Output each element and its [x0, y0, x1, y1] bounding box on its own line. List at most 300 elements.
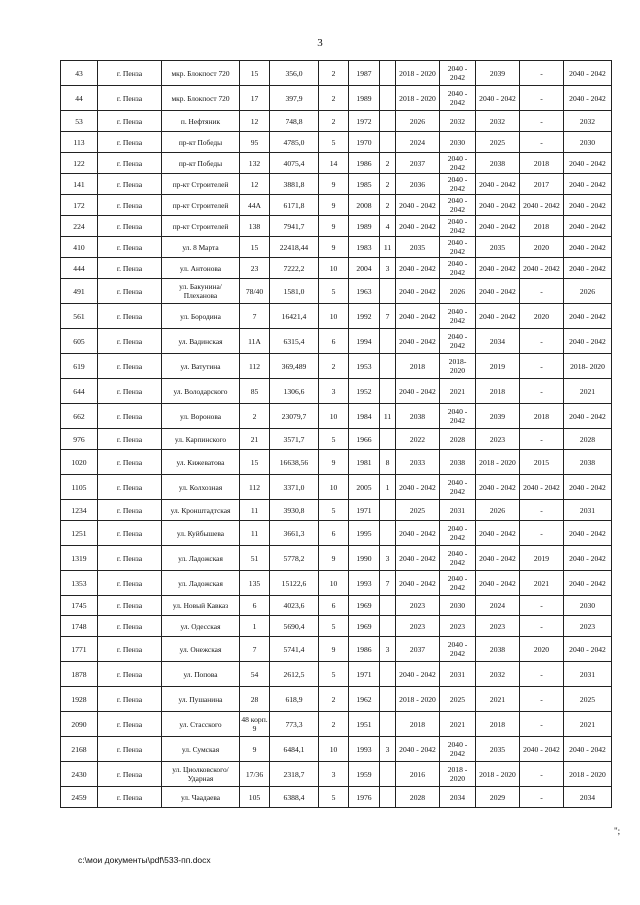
cell-y5: 2040 - 2042	[564, 86, 612, 111]
cell-y5: 2026	[564, 279, 612, 304]
cell-num: 444	[61, 258, 98, 279]
cell-y2: 2040 - 2042	[440, 475, 476, 500]
cell-n	[380, 61, 396, 86]
cell-y2: 2031	[440, 500, 476, 521]
cell-city: г. Пенза	[98, 304, 162, 329]
cell-area: 4023,6	[270, 596, 319, 616]
cell-y5: 2040 - 2042	[564, 521, 612, 546]
table-row	[61, 546, 612, 571]
table-row	[61, 571, 612, 596]
cell-y3: 2019	[476, 354, 520, 379]
cell-y4: 2018	[520, 404, 564, 429]
cell-house: 28	[240, 687, 270, 712]
cell-y5: 2040 - 2042	[564, 571, 612, 596]
cell-y4: 2020	[520, 637, 564, 662]
cell-num: 113	[61, 132, 98, 153]
cell-y1: 2023	[396, 596, 440, 616]
cell-floors: 6	[319, 329, 349, 354]
housing-table	[60, 60, 612, 808]
cell-floors: 10	[319, 571, 349, 596]
cell-floors: 5	[319, 787, 349, 808]
cell-num: 2459	[61, 787, 98, 808]
cell-n: 8	[380, 450, 396, 475]
cell-floors: 9	[319, 195, 349, 216]
cell-y2: 2030	[440, 596, 476, 616]
cell-house: 15	[240, 237, 270, 258]
cell-y4: -	[520, 687, 564, 712]
cell-city: г. Пенза	[98, 153, 162, 174]
cell-y3: 2040 - 2042	[476, 86, 520, 111]
cell-y5: 2023	[564, 616, 612, 637]
cell-y4: 2020	[520, 304, 564, 329]
cell-n: 2	[380, 153, 396, 174]
cell-y1: 2018	[396, 354, 440, 379]
cell-year: 1969	[349, 616, 380, 637]
cell-house: 112	[240, 354, 270, 379]
cell-street: ул. Карпинского	[162, 429, 240, 450]
cell-city: г. Пенза	[98, 571, 162, 596]
cell-area: 7222,2	[270, 258, 319, 279]
cell-area: 1306,6	[270, 379, 319, 404]
cell-y4: 2021	[520, 571, 564, 596]
cell-y5: 2030	[564, 132, 612, 153]
cell-n	[380, 762, 396, 787]
cell-n	[380, 279, 396, 304]
cell-floors: 5	[319, 279, 349, 304]
cell-y3: 2040 - 2042	[476, 279, 520, 304]
table-row	[61, 174, 612, 195]
cell-y4: 2015	[520, 450, 564, 475]
cell-num: 561	[61, 304, 98, 329]
cell-y2: 2040 - 2042	[440, 174, 476, 195]
cell-year: 1989	[349, 86, 380, 111]
cell-n: 3	[380, 546, 396, 571]
cell-year: 1985	[349, 174, 380, 195]
cell-y2: 2040 - 2042	[440, 61, 476, 86]
cell-house: 54	[240, 662, 270, 687]
cell-num: 2090	[61, 712, 98, 737]
cell-y1: 2040 - 2042	[396, 546, 440, 571]
cell-city: г. Пенза	[98, 500, 162, 521]
cell-n: 7	[380, 304, 396, 329]
cell-y4: 2020	[520, 237, 564, 258]
cell-num: 1251	[61, 521, 98, 546]
cell-city: г. Пенза	[98, 237, 162, 258]
cell-house: 112	[240, 475, 270, 500]
cell-n	[380, 379, 396, 404]
cell-year: 1989	[349, 216, 380, 237]
cell-y2: 2040 - 2042	[440, 329, 476, 354]
cell-y3: 2025	[476, 132, 520, 153]
cell-floors: 9	[319, 546, 349, 571]
cell-floors: 5	[319, 132, 349, 153]
cell-year: 1953	[349, 354, 380, 379]
cell-city: г. Пенза	[98, 450, 162, 475]
cell-y4: 2019	[520, 546, 564, 571]
cell-y5: 2040 - 2042	[564, 637, 612, 662]
cell-year: 1963	[349, 279, 380, 304]
cell-y2: 2031	[440, 662, 476, 687]
cell-n: 3	[380, 737, 396, 762]
cell-y4: -	[520, 379, 564, 404]
cell-floors: 6	[319, 521, 349, 546]
cell-year: 1990	[349, 546, 380, 571]
cell-floors: 14	[319, 153, 349, 174]
cell-y5: 2038	[564, 450, 612, 475]
table-row	[61, 379, 612, 404]
cell-y4: -	[520, 132, 564, 153]
cell-y1: 2040 - 2042	[396, 521, 440, 546]
cell-n	[380, 354, 396, 379]
cell-year: 1986	[349, 637, 380, 662]
cell-year: 1971	[349, 500, 380, 521]
cell-y5: 2040 - 2042	[564, 216, 612, 237]
cell-y2: 2040 - 2042	[440, 521, 476, 546]
cell-city: г. Пенза	[98, 132, 162, 153]
cell-area: 23079,7	[270, 404, 319, 429]
table-row	[61, 279, 612, 304]
cell-street: ул. Антонова	[162, 258, 240, 279]
cell-num: 410	[61, 237, 98, 258]
cell-n	[380, 596, 396, 616]
cell-y1: 2018	[396, 712, 440, 737]
cell-y1: 2025	[396, 500, 440, 521]
cell-area: 15122,6	[270, 571, 319, 596]
cell-street: пр-кт Строителей	[162, 195, 240, 216]
cell-y3: 2040 - 2042	[476, 475, 520, 500]
cell-house: 9	[240, 737, 270, 762]
cell-house: 7	[240, 304, 270, 329]
cell-floors: 5	[319, 429, 349, 450]
cell-street: ул. Циолковского/ Ударная	[162, 762, 240, 787]
cell-n	[380, 616, 396, 637]
cell-num: 224	[61, 216, 98, 237]
cell-city: г. Пенза	[98, 86, 162, 111]
cell-house: 6	[240, 596, 270, 616]
cell-street: ул. Бородина	[162, 304, 240, 329]
cell-num: 1928	[61, 687, 98, 712]
cell-y2: 2028	[440, 429, 476, 450]
cell-area: 6315,4	[270, 329, 319, 354]
cell-street: ул. Стасского	[162, 712, 240, 737]
table-row	[61, 762, 612, 787]
cell-street: ул. Вадинская	[162, 329, 240, 354]
cell-y2: 2040 - 2042	[440, 237, 476, 258]
cell-street: пр-кт Строителей	[162, 174, 240, 195]
cell-floors: 2	[319, 61, 349, 86]
cell-num: 2430	[61, 762, 98, 787]
table-row	[61, 500, 612, 521]
cell-y2: 2023	[440, 616, 476, 637]
cell-area: 397,9	[270, 86, 319, 111]
cell-num: 1353	[61, 571, 98, 596]
cell-area: 4075,4	[270, 153, 319, 174]
cell-city: г. Пенза	[98, 596, 162, 616]
table-row	[61, 237, 612, 258]
cell-year: 2008	[349, 195, 380, 216]
cell-street: ул. Кижеватова	[162, 450, 240, 475]
cell-street: ул. Воронова	[162, 404, 240, 429]
cell-city: г. Пенза	[98, 475, 162, 500]
table-row	[61, 86, 612, 111]
cell-city: г. Пенза	[98, 258, 162, 279]
cell-y4: 2040 - 2042	[520, 258, 564, 279]
cell-n	[380, 86, 396, 111]
table-row	[61, 329, 612, 354]
table-body	[61, 61, 612, 808]
cell-y4: -	[520, 429, 564, 450]
cell-y2: 2040 - 2042	[440, 216, 476, 237]
cell-year: 1993	[349, 737, 380, 762]
cell-y3: 2032	[476, 111, 520, 132]
cell-y3: 2023	[476, 616, 520, 637]
cell-floors: 9	[319, 450, 349, 475]
cell-y3: 2035	[476, 237, 520, 258]
table-row	[61, 258, 612, 279]
cell-house: 1	[240, 616, 270, 637]
cell-y4: 2018	[520, 153, 564, 174]
cell-floors: 9	[319, 637, 349, 662]
cell-area: 6484,1	[270, 737, 319, 762]
cell-y5: 2021	[564, 712, 612, 737]
cell-y3: 2018 - 2020	[476, 762, 520, 787]
cell-area: 6388,4	[270, 787, 319, 808]
cell-house: 11А	[240, 329, 270, 354]
cell-y4: 2018	[520, 216, 564, 237]
table-row	[61, 404, 612, 429]
cell-y4: -	[520, 787, 564, 808]
cell-y3: 2032	[476, 662, 520, 687]
cell-floors: 10	[319, 258, 349, 279]
cell-y2: 2018 - 2020	[440, 762, 476, 787]
cell-year: 1969	[349, 596, 380, 616]
cell-floors: 10	[319, 475, 349, 500]
cell-y4: 2040 - 2042	[520, 475, 564, 500]
cell-y4: -	[520, 616, 564, 637]
cell-y4: 2040 - 2042	[520, 195, 564, 216]
cell-street: ул. Ладожская	[162, 546, 240, 571]
cell-y1: 2040 - 2042	[396, 571, 440, 596]
cell-y1: 2038	[396, 404, 440, 429]
cell-y4: -	[520, 596, 564, 616]
cell-y1: 2028	[396, 787, 440, 808]
cell-num: 605	[61, 329, 98, 354]
cell-y3: 2040 - 2042	[476, 258, 520, 279]
cell-floors: 10	[319, 737, 349, 762]
cell-year: 1970	[349, 132, 380, 153]
cell-y4: -	[520, 86, 564, 111]
cell-street: ул. Онежская	[162, 637, 240, 662]
cell-n	[380, 111, 396, 132]
cell-num: 1020	[61, 450, 98, 475]
cell-num: 43	[61, 61, 98, 86]
cell-y2: 2026	[440, 279, 476, 304]
cell-y2: 2034	[440, 787, 476, 808]
table-row	[61, 616, 612, 637]
cell-n	[380, 500, 396, 521]
cell-city: г. Пенза	[98, 174, 162, 195]
cell-y1: 2040 - 2042	[396, 304, 440, 329]
cell-floors: 9	[319, 216, 349, 237]
page-number: 3	[317, 37, 323, 49]
cell-area: 16638,56	[270, 450, 319, 475]
cell-floors: 5	[319, 500, 349, 521]
cell-street: мкр. Блокпост 720	[162, 86, 240, 111]
cell-house: 17	[240, 86, 270, 111]
cell-y5: 2040 - 2042	[564, 237, 612, 258]
table-row	[61, 737, 612, 762]
cell-y2: 2040 - 2042	[440, 86, 476, 111]
cell-house: 7	[240, 637, 270, 662]
cell-year: 1992	[349, 304, 380, 329]
cell-y2: 2040 - 2042	[440, 404, 476, 429]
cell-y2: 2040 - 2042	[440, 195, 476, 216]
cell-street: ул. Ладожская	[162, 571, 240, 596]
cell-y3: 2035	[476, 737, 520, 762]
cell-house: 78/40	[240, 279, 270, 304]
cell-year: 1984	[349, 404, 380, 429]
cell-year: 1981	[349, 450, 380, 475]
cell-area: 5741,4	[270, 637, 319, 662]
cell-y1: 2033	[396, 450, 440, 475]
cell-y4: -	[520, 61, 564, 86]
cell-city: г. Пенза	[98, 329, 162, 354]
cell-city: г. Пенза	[98, 637, 162, 662]
cell-y2: 2040 - 2042	[440, 304, 476, 329]
cell-y5: 2040 - 2042	[564, 174, 612, 195]
table-row	[61, 450, 612, 475]
cell-area: 369,489	[270, 354, 319, 379]
cell-y5: 2028	[564, 429, 612, 450]
cell-street: ул. 8 Марта	[162, 237, 240, 258]
table-row	[61, 216, 612, 237]
cell-city: г. Пенза	[98, 687, 162, 712]
cell-house: 95	[240, 132, 270, 153]
cell-street: ул. Кронштадтская	[162, 500, 240, 521]
cell-house: 11	[240, 500, 270, 521]
table-row	[61, 195, 612, 216]
cell-num: 491	[61, 279, 98, 304]
cell-n	[380, 132, 396, 153]
cell-area: 16421,4	[270, 304, 319, 329]
cell-street: ул. Одесская	[162, 616, 240, 637]
cell-year: 2004	[349, 258, 380, 279]
cell-y1: 2018 - 2020	[396, 61, 440, 86]
table-row	[61, 354, 612, 379]
cell-y1: 2018 - 2020	[396, 86, 440, 111]
table-row	[61, 662, 612, 687]
table-row	[61, 132, 612, 153]
cell-city: г. Пенза	[98, 216, 162, 237]
cell-area: 5778,2	[270, 546, 319, 571]
cell-y2: 2040 - 2042	[440, 546, 476, 571]
cell-floors: 9	[319, 174, 349, 195]
table-row	[61, 111, 612, 132]
cell-house: 48 корп. 9	[240, 712, 270, 737]
table-row	[61, 429, 612, 450]
cell-city: г. Пенза	[98, 404, 162, 429]
cell-city: г. Пенза	[98, 616, 162, 637]
cell-y4: -	[520, 521, 564, 546]
cell-n: 11	[380, 404, 396, 429]
cell-year: 1986	[349, 153, 380, 174]
table-row	[61, 304, 612, 329]
cell-n: 7	[380, 571, 396, 596]
cell-num: 1234	[61, 500, 98, 521]
cell-street: ул. Ватутина	[162, 354, 240, 379]
cell-num: 644	[61, 379, 98, 404]
cell-floors: 3	[319, 379, 349, 404]
cell-street: ул. Чаадаева	[162, 787, 240, 808]
cell-y5: 2018 - 2020	[564, 762, 612, 787]
cell-y5: 2031	[564, 500, 612, 521]
cell-num: 44	[61, 86, 98, 111]
cell-city: г. Пенза	[98, 662, 162, 687]
cell-floors: 5	[319, 616, 349, 637]
cell-y3: 2021	[476, 687, 520, 712]
cell-n: 2	[380, 195, 396, 216]
cell-y5: 2018- 2020	[564, 354, 612, 379]
cell-y1: 2040 - 2042	[396, 195, 440, 216]
cell-house: 105	[240, 787, 270, 808]
cell-n	[380, 662, 396, 687]
cell-y2: 2038	[440, 450, 476, 475]
cell-house: 11	[240, 521, 270, 546]
cell-n: 2	[380, 174, 396, 195]
cell-y4: -	[520, 500, 564, 521]
cell-city: г. Пенза	[98, 195, 162, 216]
cell-house: 12	[240, 174, 270, 195]
cell-y1: 2040 - 2042	[396, 258, 440, 279]
cell-area: 748,8	[270, 111, 319, 132]
cell-y1: 2035	[396, 237, 440, 258]
cell-y2: 2018- 2020	[440, 354, 476, 379]
cell-area: 5690,4	[270, 616, 319, 637]
cell-n: 3	[380, 637, 396, 662]
cell-year: 1972	[349, 111, 380, 132]
cell-y5: 2030	[564, 596, 612, 616]
cell-street: ул. Пушанина	[162, 687, 240, 712]
cell-y3: 2039	[476, 404, 520, 429]
cell-y5: 2021	[564, 379, 612, 404]
cell-y2: 2040 - 2042	[440, 153, 476, 174]
cell-y2: 2025	[440, 687, 476, 712]
cell-house: 138	[240, 216, 270, 237]
cell-y3: 2038	[476, 153, 520, 174]
cell-y3: 2040 - 2042	[476, 174, 520, 195]
cell-y3: 2034	[476, 329, 520, 354]
cell-floors: 2	[319, 354, 349, 379]
cell-street: ул. Попова	[162, 662, 240, 687]
cell-area: 7941,7	[270, 216, 319, 237]
cell-y5: 2040 - 2042	[564, 61, 612, 86]
cell-street: ул. Куйбышева	[162, 521, 240, 546]
cell-city: г. Пенза	[98, 762, 162, 787]
cell-year: 2005	[349, 475, 380, 500]
cell-y5: 2032	[564, 111, 612, 132]
cell-area: 6171,8	[270, 195, 319, 216]
cell-floors: 6	[319, 596, 349, 616]
cell-floors: 2	[319, 712, 349, 737]
cell-floors: 10	[319, 304, 349, 329]
cell-y1: 2040 - 2042	[396, 329, 440, 354]
cell-y2: 2021	[440, 379, 476, 404]
cell-street: ул. Володарского	[162, 379, 240, 404]
cell-house: 2	[240, 404, 270, 429]
cell-y2: 2040 - 2042	[440, 637, 476, 662]
cell-y1: 2040 - 2042	[396, 279, 440, 304]
cell-num: 619	[61, 354, 98, 379]
